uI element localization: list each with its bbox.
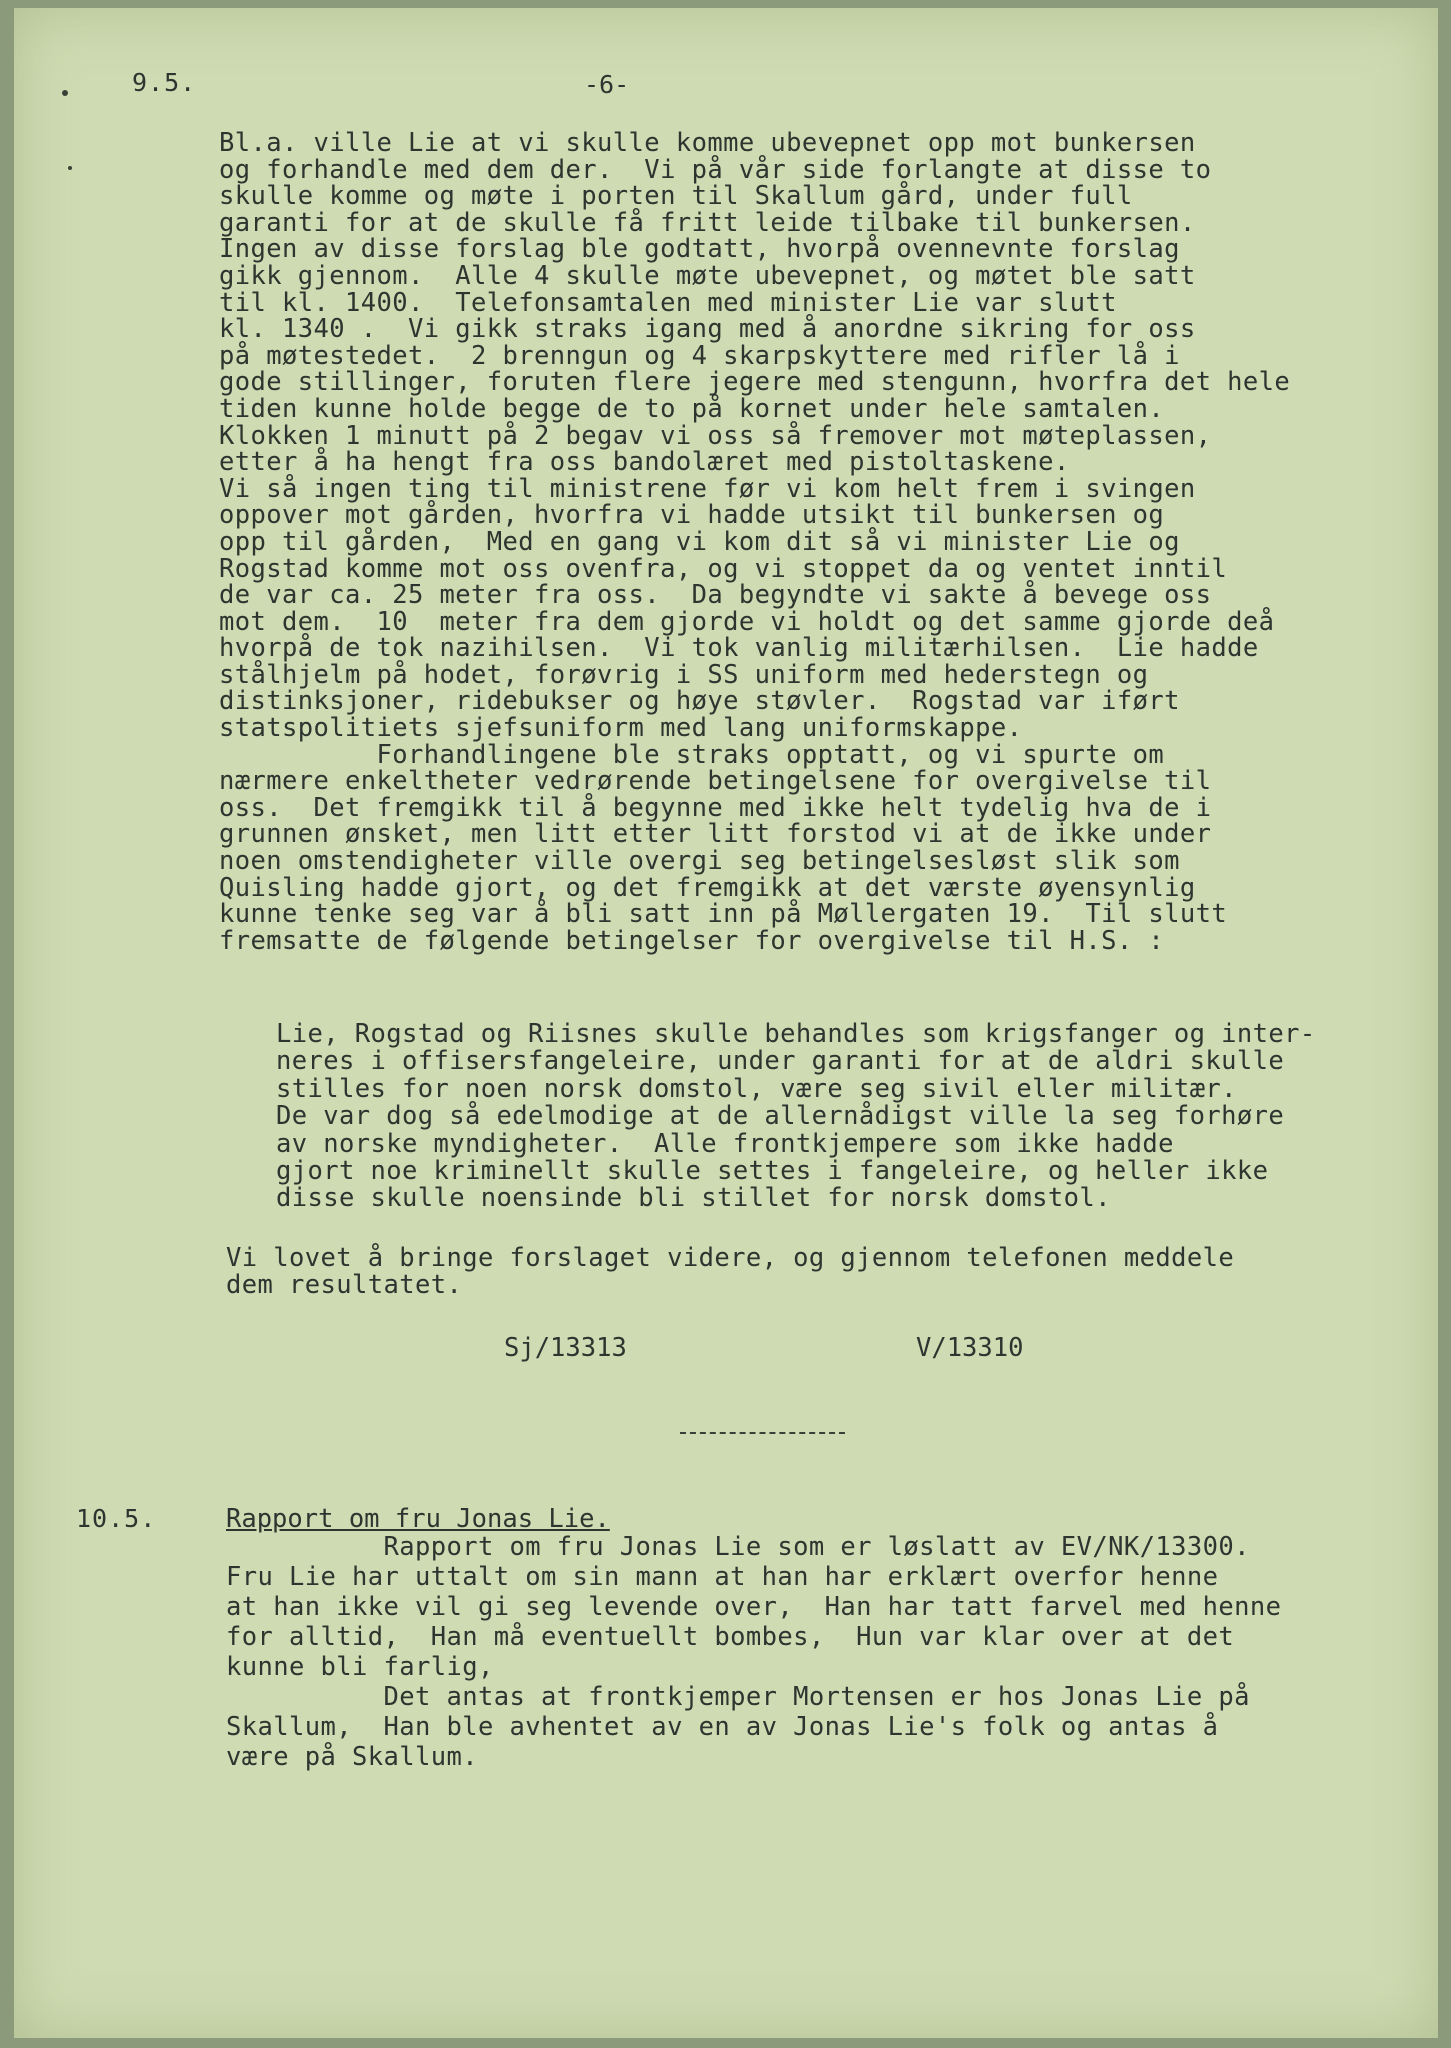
reference-left: Sj/13313 — [504, 1333, 627, 1363]
text-line: oss. Det fremgikk til å begynne med ikke helt tydelig hva de i — [219, 792, 1212, 823]
report-line: Det antas at frontkjemper Mortensen er hos Jonas Lie på — [226, 1682, 1250, 1712]
condition-line: disse skulle noensinde bli stillet for norsk domstol. — [276, 1183, 1111, 1214]
report-body — [219, 130, 1290, 954]
text-line: nærmere enkeltheter vedrørende betingelsene for overgivelse til — [219, 766, 1212, 797]
report-2-body — [226, 1532, 1281, 1772]
report-line: for alltid, Han må eventuellt bombes, Hun var klar over at det — [226, 1622, 1235, 1652]
text-line: opp til gården, Med en gang vi kom dit så vi minister Lie og — [219, 526, 1180, 557]
text-line: kl. 1340 . Vi gikk straks igang med å anordne sikring for oss — [219, 314, 1196, 345]
closing-line: Vi lovet å bringe forslaget videre, og gjennom telefonen meddele — [226, 1243, 1235, 1273]
text-line: og forhandle med dem der. Vi på vår side forlangte at disse to — [219, 154, 1212, 185]
margin-dot — [68, 166, 72, 170]
report-line: kunne bli farlig, — [226, 1652, 494, 1682]
text-line: Vi så ingen ting til ministrene før vi kom helt frem i svingen — [219, 473, 1196, 504]
text-line: gode stillinger, foruten flere jegere med stengunn, hvorfra det hele — [219, 367, 1291, 398]
entry-date-2: 10.5. — [76, 1504, 157, 1533]
text-line: grunnen ønsket, men litt etter litt forstod vi at de ikke under — [219, 819, 1212, 850]
text-line: de var ca. 25 meter fra oss. Da begyndte vi sakte å bevege oss — [219, 580, 1212, 611]
text-line: mot dem. 10 meter fra dem gjorde vi holdt og det samme gjorde deå — [219, 606, 1275, 637]
condition-line: De var dog så edelmodige at de allernådigst ville la seg forhøre — [276, 1101, 1285, 1132]
text-line: hvorpå de tok nazihilsen. Vi tok vanlig militærhilsen. Lie hadde — [219, 633, 1259, 664]
conditions-block — [276, 1021, 1316, 1213]
text-line: garanti for at de skulle få fritt leide tilbake til bunkersen. — [219, 207, 1196, 238]
condition-line: Lie, Rogstad og Riisnes skulle behandles som krigsfanger og inter- — [276, 1019, 1316, 1049]
condition-line: gjort noe kriminellt skulle settes i fangeleire, og heller ikke — [276, 1155, 1269, 1186]
report-heading: Rapport om fru Jonas Lie. — [226, 1504, 610, 1534]
text-line: Bl.a. ville Lie at vi skulle komme ubevepnet opp mot bunkersen — [219, 128, 1196, 158]
text-line: fremsatte de følgende betingelser for overgivelse til H.S. : — [219, 925, 1165, 956]
text-line: Rogstad komme mot oss ovenfra, og vi stoppet da og ventet inntil — [219, 553, 1228, 584]
text-line: statspolitiets sjefsuniform med lang uniformskappe. — [219, 713, 1023, 744]
section-divider — [680, 1432, 845, 1434]
closing-line: dem resultatet. — [226, 1270, 463, 1300]
document-page — [14, 8, 1438, 2038]
report-line: Fru Lie har uttalt om sin mann at han har erklært overfor henne — [226, 1562, 1219, 1592]
condition-line: stilles for noen norsk domstol, være seg sivil eller militær. — [276, 1073, 1237, 1104]
condition-line: neres i offisersfangeleire, under garanti for at de aldri skulle — [276, 1046, 1285, 1077]
report-line: at han ikke vil gi seg levende over, Han har tatt farvel med henne — [226, 1592, 1282, 1622]
text-line: Quisling hadde gjort, og det fremgikk at det værste øyensynlig — [219, 872, 1196, 903]
report-line: Skallum, Han ble avhentet av en av Jonas Lie's folk og antas å — [226, 1712, 1219, 1742]
text-line: Ingen av disse forslag ble godtatt, hvorpå ovennevnte forslag — [219, 234, 1180, 265]
text-line: på møtestedet. 2 brenngun og 4 skarpskyttere med rifler lå i — [219, 340, 1180, 371]
report-line: Rapport om fru Jonas Lie som er løslatt av EV/NK/13300. — [226, 1532, 1250, 1562]
text-line: etter å ha hengt fra oss bandolæret med pistoltaskene. — [219, 447, 1070, 478]
report-line: være på Skallum. — [226, 1742, 479, 1772]
text-line: skulle komme og møte i porten til Skallum gård, under full — [219, 181, 1133, 212]
closing-paragraph — [226, 1245, 1234, 1299]
text-line: gikk gjennom. Alle 4 skulle møte ubevepnet, og møtet ble satt — [219, 260, 1196, 291]
text-line: oppover mot gården, hvorfra vi hadde utsikt til bunkersen og — [219, 500, 1165, 531]
condition-line: av norske myndigheter. Alle frontkjempere som ikke hadde — [276, 1128, 1174, 1159]
text-line: distinksjoner, ridebukser og høye støvler. Rogstad var iført — [219, 686, 1180, 717]
text-line: Klokken 1 minutt på 2 begav vi oss så fremover mot møteplassen, — [219, 420, 1212, 451]
margin-dot — [62, 90, 68, 96]
reference-right: V/13310 — [916, 1333, 1024, 1363]
text-line: noen omstendigheter ville overgi seg betingelsesløst slik som — [219, 846, 1180, 877]
text-line: til kl. 1400. Telefonsamtalen med minister Lie var slutt — [219, 287, 1117, 318]
entry-date: 9.5. — [132, 68, 197, 97]
text-line: kunne tenke seg var å bli satt inn på Møllergaten 19. Til slutt — [219, 899, 1228, 930]
page-number: -6- — [584, 70, 630, 99]
text-line: tiden kunne holde begge de to på kornet under hele samtalen. — [219, 393, 1165, 424]
text-line: stålhjelm på hodet, forøvrig i SS uniform med hederstegn og — [219, 659, 1149, 690]
text-line: Forhandlingene ble straks opptatt, og vi spurte om — [219, 739, 1165, 770]
